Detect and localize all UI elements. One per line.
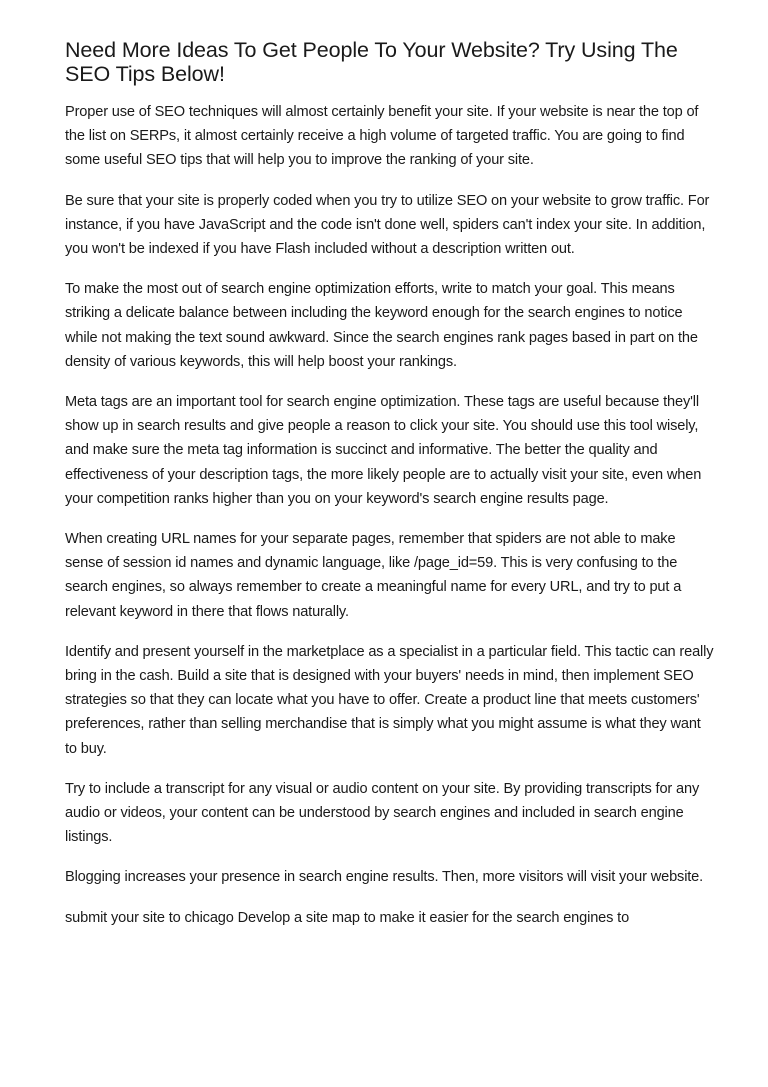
paragraph: When creating URL names for your separate pages, remember that spiders are not able to make sense of session id names and dynamic language, like /page_id=59. This is very confusing to the search engines, so always remember to create a meaningful name for every URL, and try to put a relevant keyword in there that flows naturally. <box>65 531 682 620</box>
paragraph: Blogging increases your presence in search engine results. Then, more visitors will visit your website. <box>65 869 704 886</box>
paragraph: Identify and present yourself in the marketplace as a specialist in a particular field. This tactic can really bring in the cash. Build a site that is designed with your buyers' needs in mind, then implement SEO strategies so that they can locate what you have to offer. Create a product line that meets customers' preferences, rather than selling merchandise that is simply what you might assume is what they want to buy. <box>65 643 714 757</box>
paragraph: submit your site to chicago Develop a site map to make it easier for the search engines to <box>65 909 630 926</box>
page-title: Need More Ideas To Get People To Your Website? Try Using The SEO Tips Below! <box>65 38 678 86</box>
paragraph: Try to include a transcript for any visual or audio content on your site. By providing transcripts for any audio or videos, your content can be understood by search engines and included in search engine listings. <box>65 780 700 846</box>
paragraph: Proper use of SEO techniques will almost certainly benefit your site. If your website is near the top of the list on SERPs, it almost certainly receive a high volume of targeted traffic. You are going to find some useful SEO tips that will help you to improve the ranking of your site. <box>65 104 699 169</box>
document-page <box>65 38 715 946</box>
paragraph: Be sure that your site is properly coded when you try to utilize SEO on your website to grow traffic. For instance, if you have JavaScript and the code isn't done well, spiders can't index your site. In addition, you won't be indexed if you have Flash included without a description written out. <box>65 192 710 258</box>
paragraph: Meta tags are an important tool for search engine optimization. These tags are useful because they'll show up in search results and give people a reason to click your site. You should use this tool wisely, and make sure the meta tag information is succinct and informative. The better the quality and effectiveness of your description tags, the more likely people are to actually visit your site, even when your competition ranks higher than you on your keyword's search engine results page. <box>65 394 702 507</box>
paragraph: To make the most out of search engine optimization efforts, write to match your goal. This means striking a delicate balance between including the keyword enough for the search engines to notice while not making the text sound awkward. Since the search engines rank pages based in part on the density of various keywords, this will help boost your rankings. <box>65 281 698 370</box>
